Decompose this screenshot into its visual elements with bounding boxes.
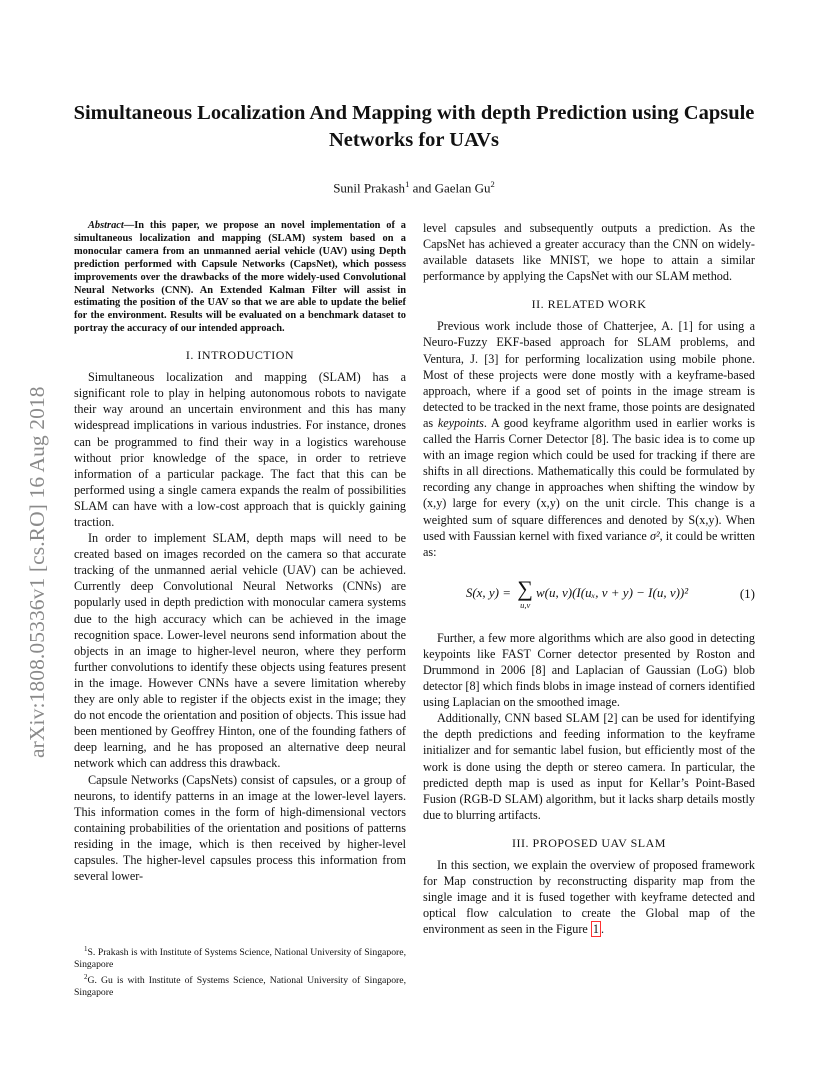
related-paragraph-1 — [423, 318, 755, 559]
summation-subscript: u,v — [520, 599, 531, 610]
proposed-paragraph-1 — [423, 857, 755, 937]
left-column — [74, 220, 406, 884]
equation-body — [423, 575, 731, 610]
section-heading-introduction: I. INTRODUCTION — [185, 348, 295, 363]
abstract-label: Abstract — [88, 220, 124, 231]
footnote-1-mark: 1 — [84, 945, 88, 953]
footnote-2 — [74, 971, 406, 999]
keypoints-term: keypoints — [437, 415, 484, 430]
arxiv-identifier-stamp: arXiv:1808.05336v1 [cs.RO] 16 Aug 2018 — [25, 386, 49, 758]
intro-paragraph-3-continued: level capsules and subsequently outputs a prediction. As the CapsNet has achieved a greater accuracy than the CNN on widely-available datasets like MNIST, we hope to attain a similar performance by applying the CapsNet with our SLAM method. — [423, 221, 755, 284]
section-heading-related-work: II. RELATED WORK — [531, 297, 647, 312]
footnote-1 — [74, 943, 406, 971]
summation-symbol: ∑ u,v — [517, 575, 533, 610]
equation-number: (1) — [739, 585, 755, 601]
author-conjunction: and — [412, 180, 432, 196]
related-paragraph-2: Further, a few more algorithms which are also good in detecting keypoints like FAST Corner detector presented by Roston and Drummond in 2006 [8] and Laplacian of Gaussian (LoG) blob detector [8] which finds blobs in image instead of corners identified using Laplacian on the smoothed image. — [423, 630, 755, 710]
abstract-text: In this paper, we propose an novel implementation of a simultaneous localization and mapping (SLAM) system based on a monocular camera from an unmanned aerial vehicle (UAV) using Depth prediction performed with Capsule Networks (CapsNet), which possess improvements over the drawbacks of the more widely-used Convolutional Neural Networks (CNN). An Extended Kalman Filter will assist in estimating the position of the UAV so that we are able to update the belief for the environment. Results will be evaluated on a benchmark dataset to portray the accuracy of our intended approach. — [74, 220, 406, 335]
related-p1-text-a: Previous work include those of Chatterjee, A. [1] for using a Neuro-Fuzzy EKF-based approach for SLAM problems, and Ventura, J. [3] for performing localization using mobile phone. Most of these projects were done mostly with a keyframe-based approach, where if a good set of points in the image stream is detected to be tracked in the next frame, those points are designated as — [423, 319, 755, 430]
intro-paragraph-2: In order to implement SLAM, depth maps will need to be created based on images recorded on the camera so that accurate tracking of the unmanned aerial vehicle (UAV) can be achieved. Currently deep Convolutional Neural Networks (CNNs) are popularly used in depth prediction with monocular camera systems due to the high accuracy which can be achieved in the image recognition space. Lower-level neurons send information about the objects in an image to higher-level neuron, where they perform further convolutions to identify these objects using features present in the image. However CNNs have a severe limitation whereby they are only able to register if the objects exist in the image; they do not encode the orientation and position of objects. This issue had been mentioned by Geoffrey Hinton, one of the founding fathers of deep learning, and he has proposed an alternative deep neural network which can address this drawback. — [74, 531, 406, 771]
footnote-1-text: S. Prakash is with Institute of Systems Science, National University of Singapore, Singapore — [74, 947, 406, 971]
footnotes — [74, 943, 406, 999]
related-paragraph-3: Additionally, CNN based SLAM [2] can be used for identifying the depth predictions and feeding information to the keyframe initializer and for semantic label fusion, but efficiently most of the work is done using the depth or stereo camera. In particular, the predicted depth map is used as input for Kellar’s Point-Based Fusion (RGB-D SLAM) algorithm, but it lacks sharp details mostly due to blurring artifacts. — [423, 711, 755, 822]
abstract-dash: — — [123, 220, 135, 231]
right-column — [423, 220, 755, 937]
equation-lhs: S(x, y) = — [465, 584, 515, 600]
abstract — [74, 220, 406, 336]
author-1-mark: 1 — [405, 179, 410, 189]
equation-rhs: w(u, v)(I(uₓ, v + y) − I(u, v))² — [535, 584, 689, 600]
proposed-p1-end: . — [600, 922, 605, 937]
intro-paragraph-3: Capsule Networks (CapsNets) consist of capsules, or a group of neurons, to identify patterns in an image at the lower-level layers. This information comes in the form of high-dimensional vectors containing probabilities of the orientation and positions of patterns residing in the image, which is then received by higher-level capsules. The higher-level capsules process this information from several lower- — [74, 772, 406, 884]
related-p1-text-b: . A good keyframe algorithm used in earlier works is called the Harris Corner Detector [8]. The basic idea is to come up with an image region which could be used for tracking if there are shifts in all directions. Mathematically this could be formulated by recording any change in approaches when shifting the window by (x,y) large for every (x,y) on the unit circle. This change is a weighted sum of square differences and denoted by S(x,y). When used with Faussian kernel with fixed variance — [423, 415, 755, 543]
equation-1 — [423, 568, 755, 620]
author-2: Gaelan Gu — [434, 180, 491, 196]
intro-paragraph-1: Simultaneous localization and mapping (SLAM) has a significant role to play in helping autonomous robots to navigate their way around an uncertain environment and this has many widespread implications in various industries. For instance, drones can be programmed to find their way in a logistics warehouse without prior knowledge of the space, in order to retrieve information of a particular package. The fact that this can be performed using a single camera expands the realm of possibilities SLAM can have with a low-cost approach that is quickly gaining traction. — [74, 370, 406, 529]
author-1: Sunil Prakash — [333, 180, 406, 196]
related-p1-text-c: , it could be written as: — [423, 528, 756, 559]
author-line — [0, 175, 828, 197]
figure-1-link[interactable]: 1 — [592, 922, 599, 937]
section-heading-proposed-uav-slam: III. PROPOSED UAV SLAM — [512, 835, 666, 850]
paper-title: Simultaneous Localization And Mapping with depth Prediction using Capsule Networks for UAVs — [73, 102, 755, 151]
author-2-mark: 2 — [490, 179, 495, 189]
footnote-2-text: G. Gu is with Institute of Systems Science, National University of Singapore, Singapore — [74, 975, 406, 999]
footnote-2-mark: 2 — [84, 973, 88, 982]
proposed-p1-text: In this section, we explain the overview of proposed framework for Map construction by reconstructing disparity map from the single image and it is fused together with keyframe detected and optical flow calculation to create the Global map of the environment as seen in the Figure — [423, 857, 755, 937]
variance-symbol: σ² — [649, 528, 660, 543]
